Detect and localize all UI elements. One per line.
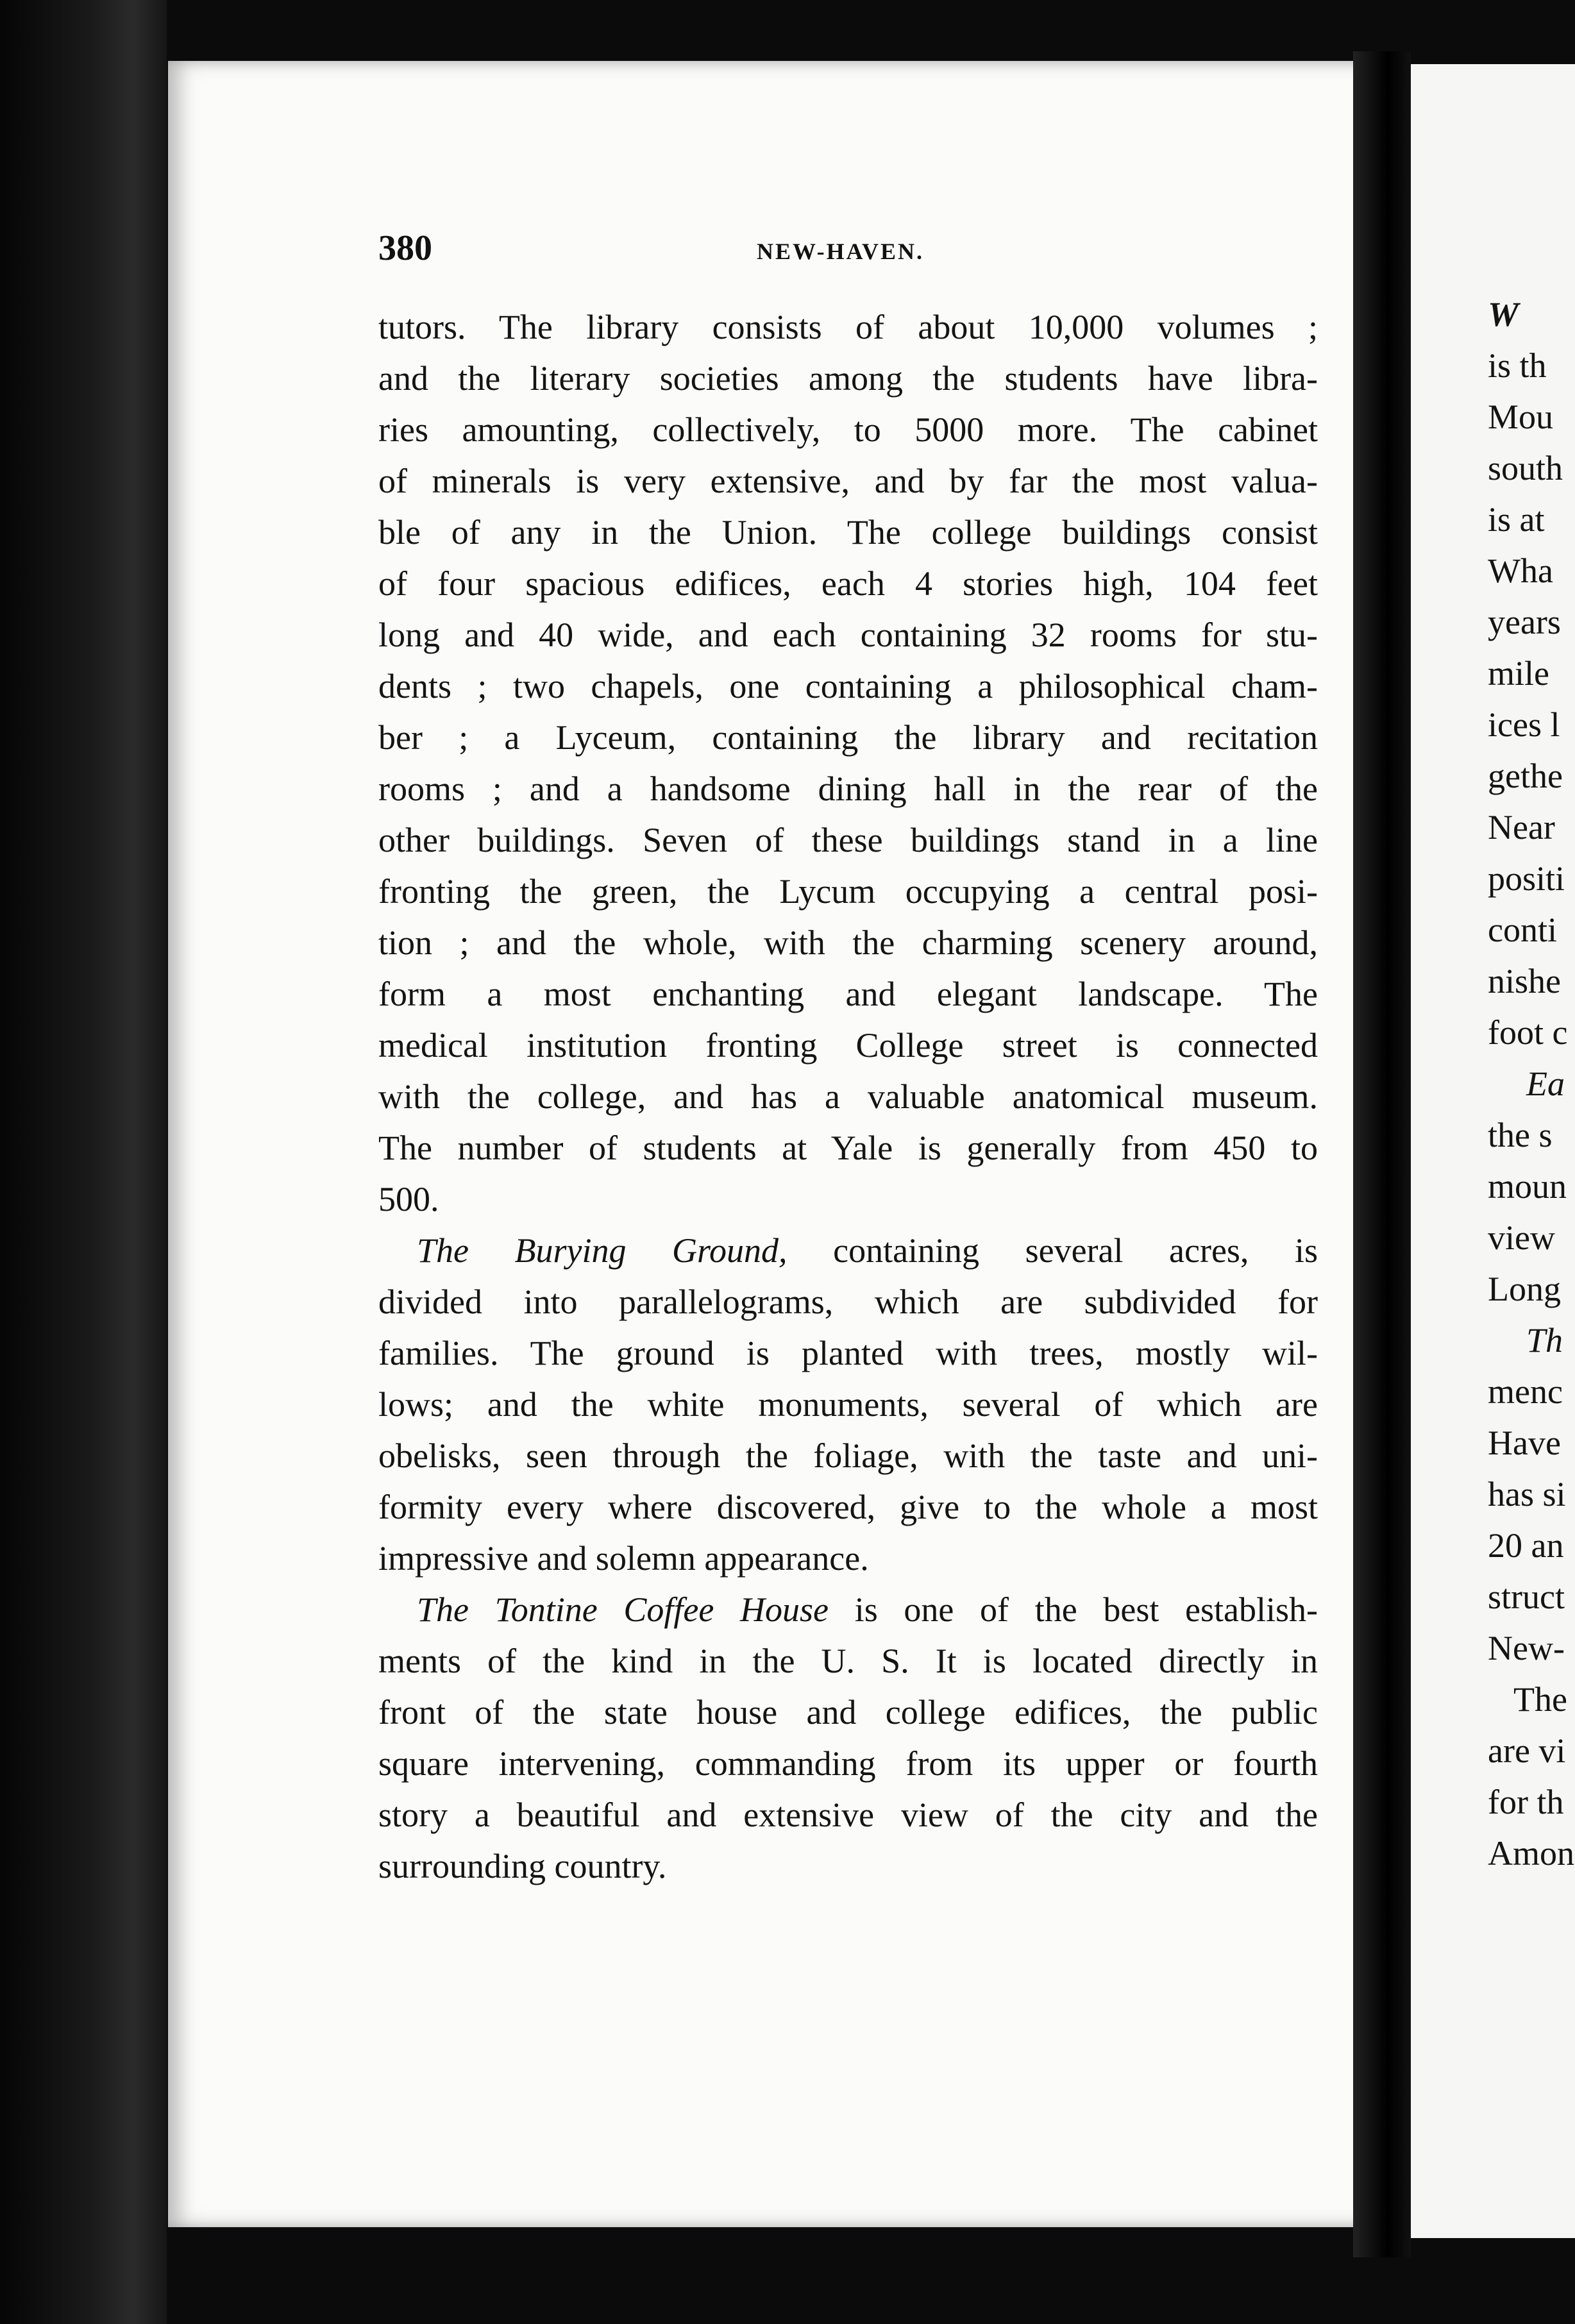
facing-page-text <box>1488 295 1575 1879</box>
page-number: 380 <box>378 228 432 268</box>
running-head: NEW-HAVEN. <box>757 239 925 264</box>
text-line: rooms ; and a handsome dining hall in the rear of the <box>378 770 1318 808</box>
facing-line: foot c <box>1488 1013 1568 1052</box>
text-line: families. The ground is planted with trees, mostly wil- <box>378 1334 1318 1372</box>
facing-line: is th <box>1488 346 1547 385</box>
text-line: 500. <box>378 1180 439 1218</box>
text-line: tutors. The library consists of about 10,000 volumes ; <box>378 308 1318 346</box>
text-line: square intervening, commanding from its upper or fourth <box>378 1744 1318 1783</box>
text-line: story a beautiful and extensive view of the city and the <box>378 1796 1318 1834</box>
text-line: divided into parallelograms, which are subdivided for <box>378 1283 1318 1321</box>
facing-line: struct <box>1488 1578 1565 1616</box>
facing-line: ices l <box>1488 705 1560 744</box>
burying-ground-first-rest: containing several acres, is <box>787 1231 1318 1270</box>
facing-line: Wha <box>1488 552 1553 590</box>
text-line: medical institution fronting College street is connected <box>378 1026 1318 1065</box>
facing-line: south <box>1488 449 1563 487</box>
facing-line: Have <box>1488 1424 1561 1462</box>
text-line: impressive and solemn appearance. <box>378 1539 869 1578</box>
text-line: with the college, and has a valuable anatomical museum. <box>378 1077 1318 1116</box>
facing-line: gethe <box>1488 757 1563 795</box>
text-line: of four spacious edifices, each 4 stories high, 104 feet <box>378 564 1318 603</box>
facing-line: moun <box>1488 1167 1567 1206</box>
text-line: lows; and the white monuments, several of which are <box>378 1385 1318 1424</box>
facing-line: is at <box>1488 500 1545 539</box>
facing-line: are vi <box>1488 1731 1566 1770</box>
facing-line: W <box>1488 295 1519 333</box>
facing-line: positi <box>1488 859 1565 898</box>
facing-line: 20 an <box>1488 1526 1564 1565</box>
facing-line: the s <box>1488 1116 1553 1154</box>
facing-line: Mou <box>1488 398 1554 436</box>
book-binding-left <box>0 0 167 2324</box>
facing-line: Th <box>1526 1321 1563 1360</box>
facing-line: Long <box>1488 1270 1561 1308</box>
burying-ground-first-line <box>378 1225 1318 1276</box>
page-header <box>378 228 1340 279</box>
tontine-first-rest: is one of the best establish- <box>829 1590 1318 1629</box>
facing-line: The <box>1513 1680 1567 1719</box>
text-line: form a most enchanting and elegant landscape. The <box>378 975 1318 1013</box>
facing-line: for th <box>1488 1783 1564 1821</box>
burying-ground-title: The Burying Ground, <box>417 1231 788 1270</box>
tontine-title: The Tontine Coffee House <box>417 1590 829 1629</box>
text-line: fronting the green, the Lycum occupying a central posi- <box>378 872 1318 911</box>
facing-line: New- <box>1488 1629 1565 1667</box>
book-gutter <box>1353 51 1411 2257</box>
text-line: ries amounting, collectively, to 5000 more. The cabinet <box>378 410 1318 449</box>
text-line: ber ; a Lyceum, containing the library and recitation <box>378 718 1318 757</box>
text-line: and the literary societies among the students have libra- <box>378 359 1318 398</box>
text-line: front of the state house and college edifices, the public <box>378 1693 1318 1731</box>
facing-line: nishe <box>1488 962 1561 1000</box>
facing-line: Ea <box>1526 1065 1565 1103</box>
text-line: formity every where discovered, give to the whole a most <box>378 1488 1318 1526</box>
text-line: The number of students at Yale is generally from 450 to <box>378 1129 1318 1167</box>
facing-line: menc <box>1488 1372 1563 1411</box>
facing-line: mile <box>1488 654 1549 693</box>
text-line: ments of the kind in the U. S. It is located directly in <box>378 1642 1318 1680</box>
facing-line: has si <box>1488 1475 1566 1513</box>
text-line: dents ; two chapels, one containing a philosophical cham- <box>378 667 1318 705</box>
text-line: long and 40 wide, and each containing 32 rooms for stu- <box>378 616 1318 654</box>
facing-line: Amon <box>1488 1834 1574 1873</box>
text-line: surrounding country. <box>378 1847 667 1885</box>
facing-line: Near <box>1488 808 1555 846</box>
text-line: of minerals is very extensive, and by far the most valua- <box>378 462 1318 500</box>
text-line: ble of any in the Union. The college buildings consist <box>378 513 1318 552</box>
text-line: tion ; and the whole, with the charming scenery around, <box>378 923 1318 962</box>
page-body <box>378 301 1318 1892</box>
facing-line: view <box>1488 1218 1555 1257</box>
tontine-first-line <box>378 1584 1318 1635</box>
facing-line: conti <box>1488 911 1557 949</box>
text-line: obelisks, seen through the foliage, with the taste and uni- <box>378 1436 1318 1475</box>
text-line: other buildings. Seven of these buildings stand in a line <box>378 821 1318 859</box>
facing-line: years <box>1488 603 1561 641</box>
